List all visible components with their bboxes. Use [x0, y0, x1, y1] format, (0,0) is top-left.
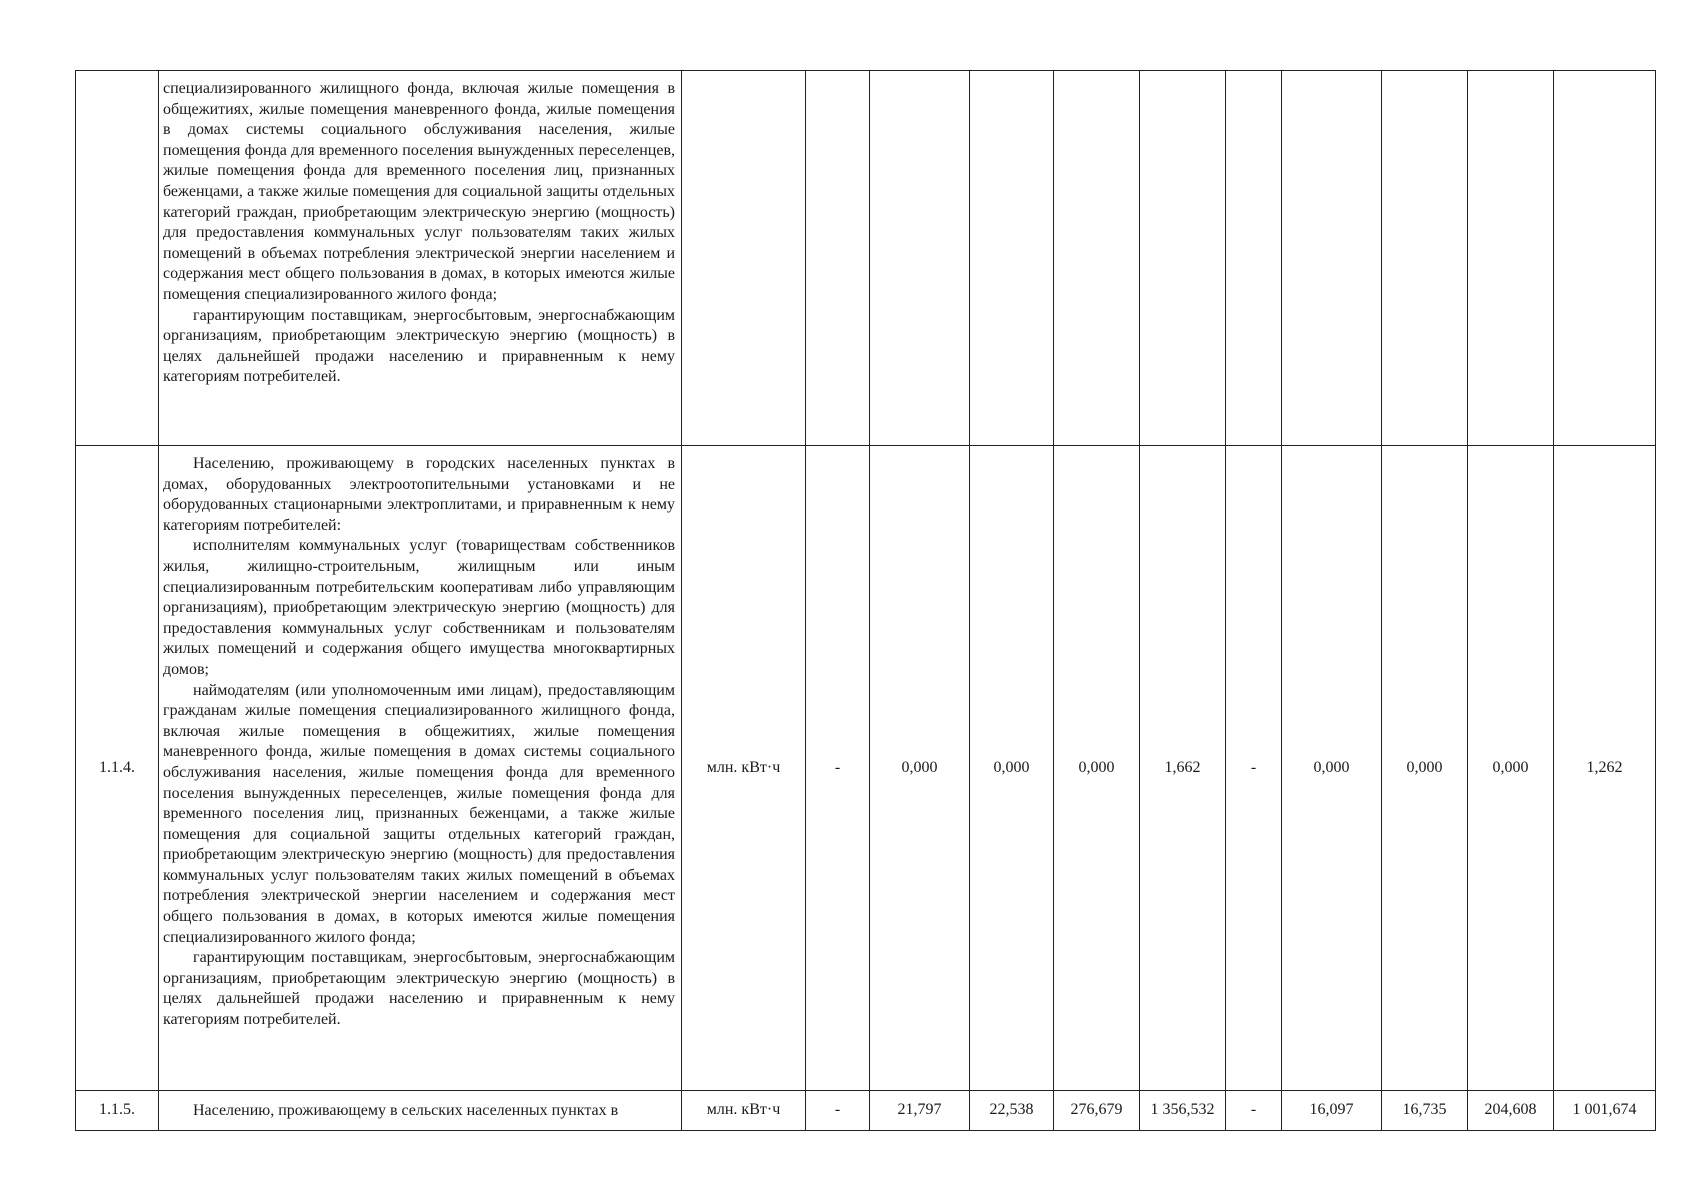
value-cell: 0,000	[870, 446, 970, 1091]
value-cell: 276,679	[1054, 1091, 1140, 1131]
table-row	[76, 446, 1656, 1091]
value-cell: -	[806, 446, 870, 1091]
value-cell: 1 356,532	[1140, 1091, 1226, 1131]
value-cell: -	[806, 1091, 870, 1131]
paragraph: Населению, проживающему в городских населенных пунктах в домах, оборудованных электроотопительными установками и не оборудованных стационарными электроплитами, и приравненным к нему категориям потребителей:	[163, 455, 675, 534]
value-cell	[1468, 71, 1554, 446]
value-cell: 0,000	[1382, 446, 1468, 1091]
value-cell	[870, 71, 970, 446]
value-cell: 0,000	[970, 446, 1054, 1091]
value-cell: 0,000	[1054, 446, 1140, 1091]
value-cell: 0,000	[1468, 446, 1554, 1091]
paragraph: исполнителям коммунальных услуг (товариществам собственников жилья, жилищно-строительным, жилищным или иным специализированным потребительским кооперативам либо управляющим организациям), приобретающим электрическую энергию (мощность) для предоставления коммунальных услуг собственникам и пользователям жилых помещений и содержания общего имущества многоквартирных домов;	[163, 537, 675, 678]
value-cell: 1,662	[1140, 446, 1226, 1091]
value-cell: 1 001,674	[1554, 1091, 1656, 1131]
table-row	[76, 71, 1656, 446]
value-cell	[1226, 71, 1282, 446]
value-cell	[1054, 71, 1140, 446]
row-number	[76, 71, 159, 446]
value-cell: 16,097	[1282, 1091, 1382, 1131]
value-cell: -	[1226, 1091, 1282, 1131]
unit-cell: млн. кВт·ч	[682, 446, 806, 1091]
value-cell: -	[1226, 446, 1282, 1091]
value-cell: 21,797	[870, 1091, 970, 1131]
value-cell	[1382, 71, 1468, 446]
paragraph: Населению, проживающему в сельских населенных пунктах в	[193, 1102, 619, 1120]
paragraph: гарантирующим поставщикам, энергосбытовым, энергоснабжающим организациям, приобретающим электрическую энергию (мощность) в целях дальнейшей продажи населению и приравненным к нему категориям потребителей.	[163, 949, 675, 1029]
row-description	[159, 446, 682, 1091]
row-description	[159, 71, 682, 446]
unit-cell: млн. кВт·ч	[682, 1091, 806, 1131]
value-cell: 16,735	[1382, 1091, 1468, 1131]
value-cell	[1282, 71, 1382, 446]
paragraph: специализированного жилищного фонда, включая жилые помещения в общежитиях, жилые помещения маневренного фонда, жилые помещения в домах системы социального обслуживания населения, жилые помещения фонда для временного поселения вынужденных переселенцев, жилые помещения фонда для временного поселения лиц, признанных беженцами, а также жилые помещения для социальной защиты отдельных категорий граждан, приобретающим электрическую энергию (мощность) для предоставления коммунальных услуг пользователям таких жилых помещений в объемах потребления электрической энергии населением и содержания мест общего пользования в домах, в которых имеются жилые помещения специализированного жилого фонда;	[163, 80, 675, 303]
value-cell: 1,262	[1554, 446, 1656, 1091]
value-cell: 204,608	[1468, 1091, 1554, 1131]
value-cell	[1140, 71, 1226, 446]
paragraph: наймодателям (или уполномоченным ими лицам), предоставляющим гражданам жилые помещения специализированного жилищного фонда, включая жилые помещения в общежитиях, жилые помещения маневренного фонда, жилые помещения в домах системы социального обслуживания населения, жилые помещения фонда для временного поселения вынужденных переселенцев, жилые помещения фонда для временного поселения лиц, признанных беженцами, а также жилые помещения для социальной защиты отдельных категорий граждан, приобретающим электрическую энергию (мощность) для предоставления коммунальных услуг пользователям таких жилых помещений в объемах потребления электрической энергии населением и содержания мест общего пользования в домах, в которых имеются жилые помещения специализированного жилого фонда;	[163, 681, 675, 946]
row-description	[159, 1091, 682, 1131]
unit-cell	[682, 71, 806, 446]
table-row	[76, 1091, 1656, 1131]
value-cell	[806, 71, 870, 446]
value-cell	[1554, 71, 1656, 446]
tariff-volume-table	[75, 70, 1656, 1131]
value-cell	[970, 71, 1054, 446]
row-number: 1.1.5.	[76, 1091, 159, 1131]
value-cell: 22,538	[970, 1091, 1054, 1131]
row-number: 1.1.4.	[76, 446, 159, 1091]
paragraph: гарантирующим поставщикам, энергосбытовым, энергоснабжающим организациям, приобретающим электрическую энергию (мощность) в целях дальнейшей продажи населению и приравненным к нему категориям потребителей.	[163, 306, 675, 386]
value-cell: 0,000	[1282, 446, 1382, 1091]
